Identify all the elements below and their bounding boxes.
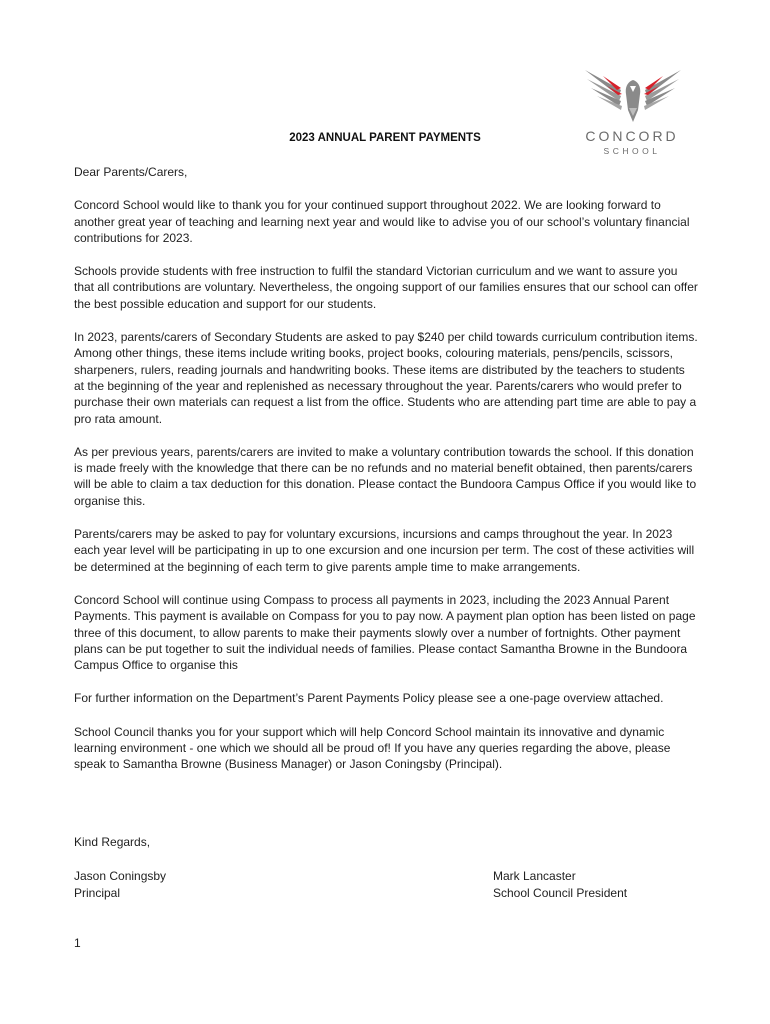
paragraph: In 2023, parents/carers of Secondary Students are asked to pay $240 per child towards curriculum contribution items. Among other things, these items include writing books, project books, colouring materials, pens/pencils, scissors, sharpeners, rulers, reading journals and handwriting books. These items are distributed by the teachers to students at the beginning of the year and replenished as necessary throughout the year. Parents/carers who would prefer to purchase their own materials can request a list from the office. Students who are attending part time are able to pay a pro rata amount. bbox=[74, 330, 698, 426]
paragraph: As per previous years, parents/carers are invited to make a voluntary contribution towards the school. If this donation is made freely with the knowledge that there can be no refunds and no material benefit obtained, then parents/carers will be able to claim a tax deduction for this donation. Please contact the Bundoora Campus Office if you would like to organise this. bbox=[74, 444, 697, 508]
document-title: 2023 ANNUAL PARENT PAYMENTS bbox=[289, 132, 481, 144]
closing: Kind Regards, bbox=[74, 835, 151, 849]
signatory-name: Jason Coningsby bbox=[74, 869, 167, 883]
signatory-role: School Council President bbox=[493, 885, 628, 900]
signature-block-council-president bbox=[493, 868, 627, 901]
paragraph: Schools provide students with free instruction to fulfil the standard Victorian curriculum and we want to assure you that all contributions are voluntary. Nevertheless, the ongoing support of our families ensures that our school can offer the best possible education and support for our students. bbox=[74, 264, 698, 311]
signatory-role: Principal bbox=[74, 885, 121, 900]
signatory-name: Mark Lancaster bbox=[493, 869, 576, 883]
logo-subtitle: SCHOOL bbox=[603, 146, 661, 156]
letter-body bbox=[74, 164, 698, 790]
school-logo bbox=[578, 66, 688, 158]
paragraph: School Council thanks you for your support which will help Concord School maintain its innovative and dynamic learning environment - one which we should all be proud of! If you have any queries regarding the above, please speak to Samantha Browne (Business Manager) or Jason Coningsby (Principal). bbox=[74, 724, 671, 772]
logo-wordmark: CONCORD bbox=[585, 128, 679, 144]
paragraph: Parents/carers may be asked to pay for voluntary excursions, incursions and camps throughout the year. In 2023 each year level will be participating in up to one excursion and one incursion per term. The cost of these activities will be determined at the beginning of each term to give parents ample time to make arrangements. bbox=[74, 527, 695, 574]
salutation: Dear Parents/Carers, bbox=[74, 165, 188, 179]
paragraph: Concord School will continue using Compass to process all payments in 2023, including the 2023 Annual Parent Payments. This payment is available on Compass for you to pay now. A payment plan option has been listed on page three of this document, to allow parents to make their payments slowly over a number of fortnights. Other payment plans can be put together to suit the individual needs of families. Please contact Samantha Browne in the Bundoora Campus Office to organise this bbox=[74, 592, 696, 673]
eagle-emblem-icon bbox=[581, 66, 685, 126]
paragraph: For further information on the Department’s Parent Payments Policy please see a one-page overview attached. bbox=[74, 691, 664, 706]
page-number: 1 bbox=[74, 936, 81, 950]
paragraph: Concord School would like to thank you for your continued support throughout 2022. We are looking forward to another great year of teaching and learning next year and would like to advise you of our school’s voluntary financial contributions for 2023. bbox=[74, 198, 690, 245]
signature-block-principal bbox=[74, 868, 166, 901]
